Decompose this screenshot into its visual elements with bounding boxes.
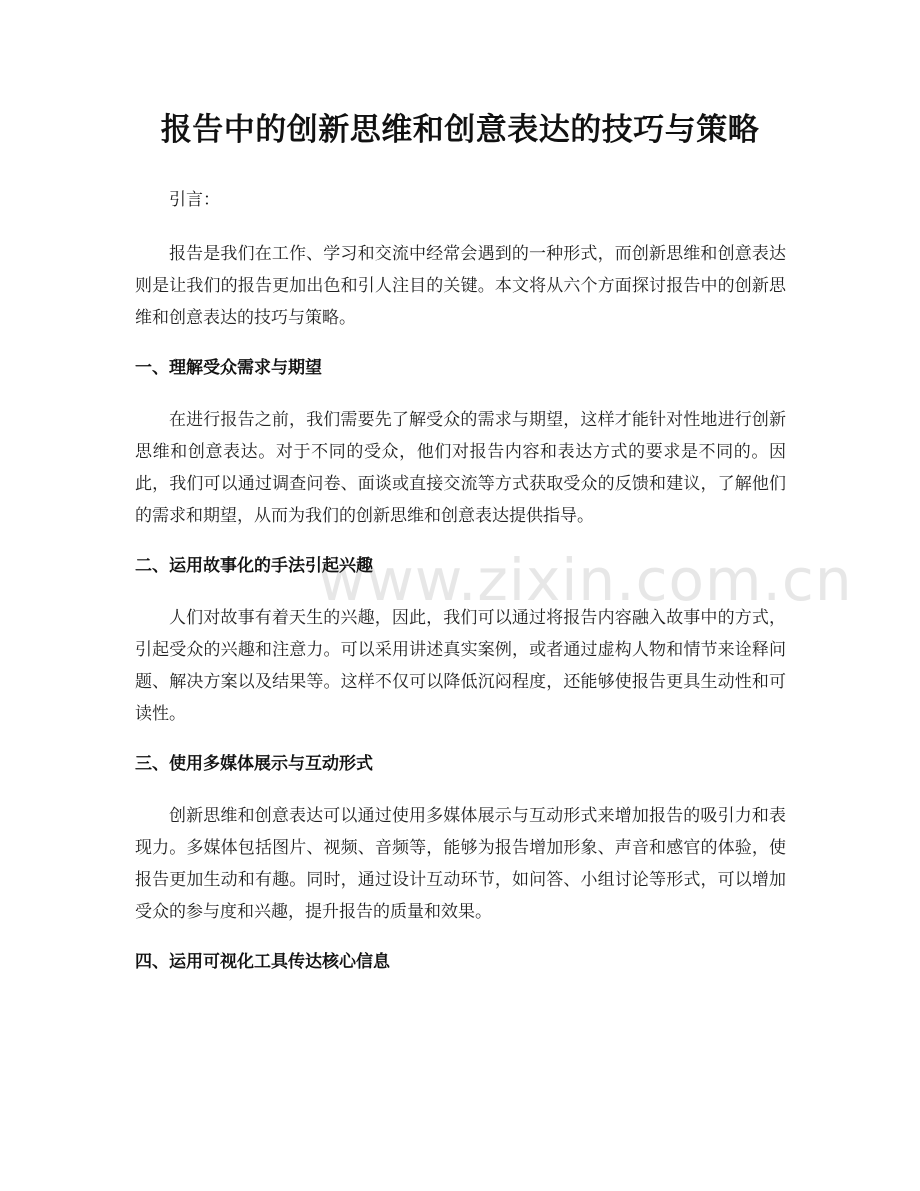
intro-paragraph: 报告是我们在工作、学习和交流中经常会遇到的一种形式，而创新思维和创意表达则是让我们的报告更加出色和引人注目的关键。本文将从六个方面探讨报告中的创新思维和创意表达的技巧与策略。 — [135, 244, 786, 328]
section-paragraph-3: 创新思维和创意表达可以通过使用多媒体展示与互动形式来增加报告的吸引力和表现力。多媒体包括图片、视频、音频等，能够为报告增加形象、声音和感官的体验，使报告更加生动和有趣。同时，通过设计互动环节，如问答、小组讨论等形式，可以增加受众的参与度和兴趣，提升报告的质量和效果。 — [135, 806, 786, 922]
section-heading-1: 一、理解受众需求与期望 — [135, 358, 322, 378]
section-heading-4: 四、运用可视化工具传达核心信息 — [135, 952, 390, 972]
section-heading-3: 三、使用多媒体展示与互动形式 — [135, 754, 373, 774]
section-heading-2: 二、运用故事化的手法引起兴趣 — [135, 556, 373, 576]
document-body — [135, 184, 786, 998]
intro-label: 引言： — [169, 190, 220, 210]
document-title: 报告中的创新思维和创意表达的技巧与策略 — [160, 112, 760, 148]
section-paragraph-1: 在进行报告之前，我们需要先了解受众的需求与期望，这样才能针对性地进行创新思维和创意表达。对于不同的受众，他们对报告内容和表达方式的要求是不同的。因此，我们可以通过调查问卷、面谈或直接交流等方式获取受众的反馈和建议，了解他们的需求和期望，从而为我们的创新思维和创意表达提供指导。 — [135, 410, 786, 526]
watermark: www.zixin.com.cn — [318, 546, 853, 614]
section-paragraph-2: 人们对故事有着天生的兴趣，因此，我们可以通过将报告内容融入故事中的方式，引起受众的兴趣和注意力。可以采用讲述真实案例，或者通过虚构人物和情节来诠释问题、解决方案以及结果等。这样不仅可以降低沉闷程度，还能够使报告更具生动性和可读性。 — [135, 608, 786, 724]
